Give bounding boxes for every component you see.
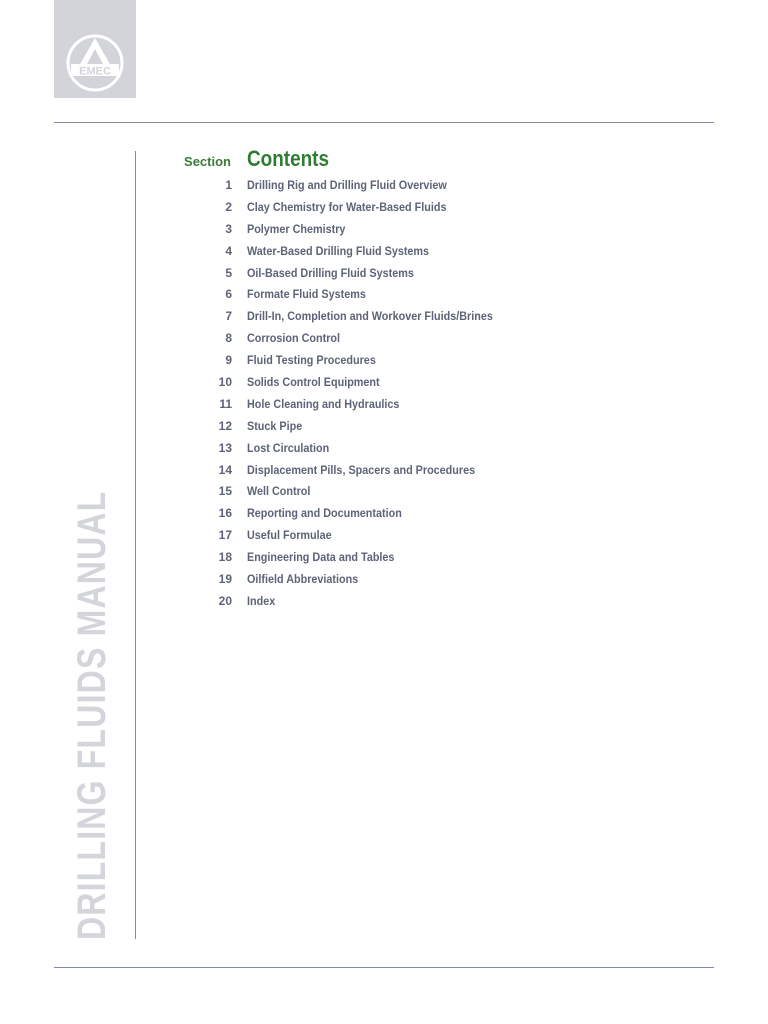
toc-section-number: 14	[218, 462, 232, 477]
toc-section-number: 8	[225, 331, 232, 346]
toc-row[interactable]	[160, 219, 640, 241]
vertical-rule	[135, 151, 136, 939]
toc-row[interactable]	[160, 503, 640, 525]
toc-row[interactable]	[160, 175, 640, 197]
toc-row[interactable]	[160, 438, 640, 460]
toc-section-title: Useful Formulae	[247, 528, 332, 543]
toc-section-title: Clay Chemistry for Water-Based Fluids	[247, 199, 447, 214]
toc-row[interactable]	[160, 328, 640, 350]
toc-section-title: Corrosion Control	[247, 331, 340, 346]
toc-section-title: Hole Cleaning and Hydraulics	[247, 396, 400, 411]
toc-row[interactable]	[160, 372, 640, 394]
contents-heading: Contents	[247, 146, 329, 171]
toc-section-number: 6	[225, 287, 232, 302]
toc-row[interactable]	[160, 481, 640, 503]
toc-row[interactable]	[160, 241, 640, 263]
toc-row[interactable]	[160, 350, 640, 372]
toc-section-number: 2	[225, 199, 232, 214]
toc-section-title: Solids Control Equipment	[247, 375, 380, 390]
toc-section-title: Engineering Data and Tables	[247, 550, 395, 565]
toc-row[interactable]	[160, 569, 640, 591]
toc-section-title: Well Control	[247, 484, 311, 499]
toc-section-title: Oilfield Abbreviations	[247, 572, 359, 587]
toc-section-title: Fluid Testing Procedures	[247, 353, 376, 368]
toc-row[interactable]	[160, 460, 640, 482]
toc-row[interactable]	[160, 394, 640, 416]
toc-section-number: 20	[218, 593, 232, 608]
toc-section-number: 7	[225, 309, 232, 324]
toc-section-number: 3	[225, 221, 232, 236]
toc-section-number: 13	[218, 440, 232, 455]
toc-section-title: Reporting and Documentation	[247, 506, 402, 521]
toc-section-number: 19	[218, 572, 232, 587]
toc-section-title: Drilling Rig and Drilling Fluid Overview	[247, 178, 447, 192]
logo-block	[54, 0, 136, 98]
toc-section-number: 1	[225, 178, 232, 192]
toc-row[interactable]	[160, 591, 640, 613]
toc-row[interactable]	[160, 306, 640, 328]
toc-section-number: 11	[219, 396, 232, 411]
section-label: Section	[184, 154, 231, 169]
toc-section-title: Stuck Pipe	[247, 418, 303, 433]
emec-logo-icon	[65, 33, 125, 93]
toc-section-number: 17	[218, 528, 232, 543]
toc-section-number: 10	[218, 375, 232, 390]
toc-section-title: Lost Circulation	[247, 440, 330, 455]
toc-section-title: Formate Fluid Systems	[247, 287, 366, 302]
toc-section-number: 5	[225, 265, 232, 280]
toc-section-number: 18	[218, 550, 232, 565]
toc-section-title: Oil-Based Drilling Fluid Systems	[247, 265, 414, 280]
toc-section-number: 16	[218, 506, 232, 521]
side-title: DRILLING FLUIDS MANUAL	[70, 490, 114, 940]
svg-text:EMEC: EMEC	[79, 65, 111, 78]
toc-row[interactable]	[160, 284, 640, 306]
toc-row[interactable]	[160, 263, 640, 285]
toc-section-number: 15	[218, 484, 232, 499]
toc-row[interactable]	[160, 416, 640, 438]
bottom-rule	[54, 967, 714, 968]
toc-section-title: Drill-In, Completion and Workover Fluids/Brines	[247, 309, 493, 324]
toc-row[interactable]	[160, 525, 640, 547]
table-of-contents	[160, 175, 640, 613]
toc-row[interactable]	[160, 197, 640, 219]
toc-section-title: Index	[247, 593, 276, 608]
toc-section-title: Displacement Pills, Spacers and Procedures	[247, 462, 476, 477]
toc-section-title: Water-Based Drilling Fluid Systems	[247, 243, 430, 258]
top-rule	[54, 122, 714, 123]
toc-section-number: 4	[225, 243, 232, 258]
toc-row[interactable]	[160, 547, 640, 569]
toc-section-title: Polymer Chemistry	[247, 221, 346, 236]
toc-section-number: 12	[218, 418, 232, 433]
toc-section-number: 9	[225, 353, 232, 368]
